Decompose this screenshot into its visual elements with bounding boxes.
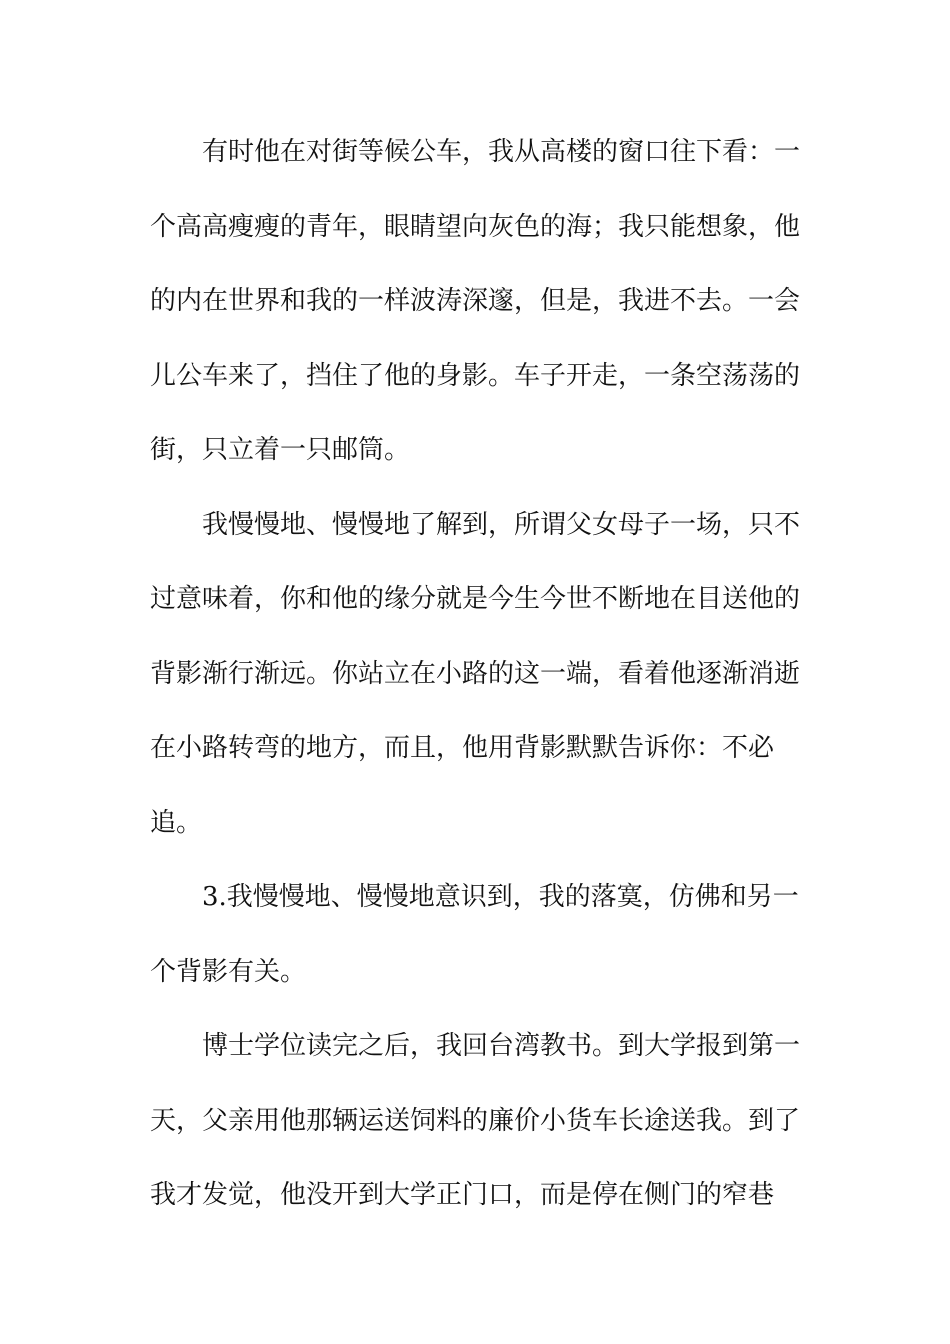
text-line: 我慢慢地、慢慢地了解到，所谓父女母子一场，只不	[202, 509, 801, 540]
paragraph-1	[150, 115, 801, 488]
text-line: 我才发觉，他没开到大学正门口，而是停在侧门的窄巷	[150, 1180, 775, 1210]
text-line: 追。	[150, 807, 203, 838]
text-line: 的内在世界和我的一样波涛深邃，但是，我进不去。一会	[150, 286, 801, 316]
text-line: 个高高瘦瘦的青年，眼睛望向灰色的海；我只能想象，他	[150, 211, 801, 242]
document-body	[150, 115, 801, 1233]
text-line: 过意味着，你和他的缘分就是今生今世不断地在目送他的	[150, 584, 801, 614]
text-line: 博士学位读完之后，我回台湾教书。到大学报到第一	[202, 1031, 801, 1061]
text-line: 3.我慢慢地、慢慢地意识到，我的落寞，仿佛和另一	[202, 882, 799, 912]
paragraph-2	[150, 488, 801, 861]
text-line: 儿公车来了，挡住了他的身影。车子开走，一条空荡荡的	[150, 360, 801, 391]
text-line: 街，只立着一只邮筒。	[150, 435, 411, 465]
paragraph-4	[150, 1009, 801, 1233]
text-line: 个背影有关。	[150, 956, 307, 987]
text-line: 天，父亲用他那辆运送饲料的廉价小货车长途送我。到了	[150, 1105, 801, 1136]
text-line: 在小路转弯的地方，而且，他用背影默默告诉你：不必	[150, 733, 775, 763]
text-line: 背影渐行渐远。你站立在小路的这一端，看着他逐渐消逝	[150, 658, 801, 689]
paragraph-3	[150, 860, 799, 1009]
text-line: 有时他在对街等候公车，我从高楼的窗口往下看：一	[202, 137, 801, 167]
